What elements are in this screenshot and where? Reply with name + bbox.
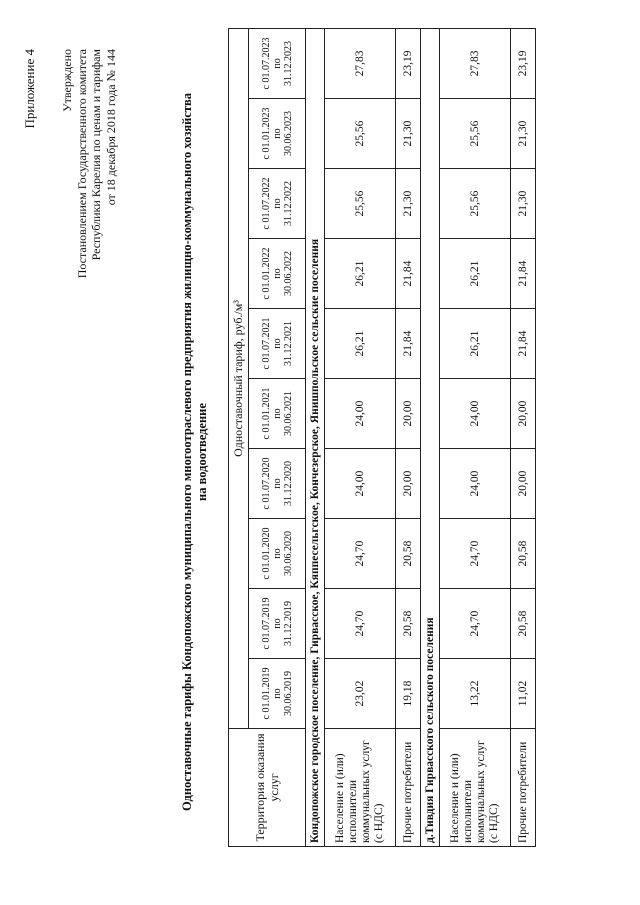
table-row xyxy=(325,28,396,846)
period-to-word: по xyxy=(271,408,283,419)
period-header xyxy=(249,589,306,659)
tariff-value: 25,56 xyxy=(325,99,396,169)
section-row xyxy=(421,28,440,846)
period-header xyxy=(249,169,306,239)
period-header xyxy=(249,379,306,449)
tariff-value: 21,30 xyxy=(396,99,421,169)
appendix-number: Приложение 4 xyxy=(22,49,37,129)
tariff-group-header: Одноставочный тариф, руб./м³ xyxy=(229,28,249,728)
tariff-value: 20,00 xyxy=(511,449,536,519)
tariff-value: 20,58 xyxy=(511,589,536,659)
period-from: с 01.01.2021 xyxy=(260,387,272,440)
period-to-word: по xyxy=(271,58,283,69)
period-to-word: по xyxy=(271,128,283,139)
tariff-value: 26,21 xyxy=(440,309,511,379)
section-title: д.Тивдия Гирвасского сельского поселения xyxy=(421,28,440,846)
period-header xyxy=(249,449,306,519)
period-from: с 01.07.2022 xyxy=(260,177,272,230)
tariff-value: 24,70 xyxy=(325,519,396,589)
period-to-word: по xyxy=(271,618,283,629)
period-header xyxy=(249,99,306,169)
period-to-word: по xyxy=(271,548,283,559)
tariff-value: 24,70 xyxy=(440,519,511,589)
tariff-value: 26,21 xyxy=(325,309,396,379)
tariff-value: 24,00 xyxy=(325,379,396,449)
row-label: Прочие потребители xyxy=(511,729,536,847)
tariff-value: 11,02 xyxy=(511,659,536,729)
period-header xyxy=(249,28,306,98)
tariff-value: 19,18 xyxy=(396,659,421,729)
tariff-value: 23,02 xyxy=(325,659,396,729)
period-to: 30.06.2020 xyxy=(282,531,294,576)
period-to: 31.12.2021 xyxy=(282,321,294,366)
tariff-value: 20,58 xyxy=(396,589,421,659)
section-row xyxy=(306,28,325,846)
section-title: Кондопожское городское поселение, Гирвасское, Кяппесельгское, Кончезерское, Янишпольское сельские поселения xyxy=(306,28,325,846)
period-to: 31.12.2023 xyxy=(282,40,294,86)
tariff-value: 21,30 xyxy=(396,169,421,239)
row-label: Население и (или) исполнители коммунальных услуг (с НДС) xyxy=(325,729,396,847)
approval-line: от 18 декабря 2018 года № 144 xyxy=(103,49,118,206)
tariff-value: 24,00 xyxy=(440,449,511,519)
approval-line: Утверждено xyxy=(60,49,74,112)
period-to: 31.12.2019 xyxy=(282,601,294,646)
tariff-value: 20,58 xyxy=(396,519,421,589)
tariff-value: 20,00 xyxy=(396,379,421,449)
period-to-word: по xyxy=(271,688,283,699)
title-line: на водоотведение xyxy=(195,403,209,501)
table-row xyxy=(396,28,421,846)
period-to-word: по xyxy=(271,338,283,349)
period-from: с 01.01.2023 xyxy=(260,107,272,160)
tariff-value: 13,22 xyxy=(440,659,511,729)
document-title xyxy=(180,67,210,837)
period-header xyxy=(249,519,306,589)
tariff-value: 21,84 xyxy=(511,309,536,379)
tariff-value: 21,30 xyxy=(511,99,536,169)
tariff-value: 26,21 xyxy=(440,239,511,309)
title-line: Одноставочные тарифы Кондопожского муниципального многоотраслевого предприятия жилищно-коммунального хозяйства xyxy=(180,92,194,812)
tariff-value: 21,84 xyxy=(511,239,536,309)
tariff-value: 27,83 xyxy=(440,28,511,98)
tariff-value: 20,58 xyxy=(511,519,536,589)
period-to: 31.12.2022 xyxy=(282,181,294,226)
tariff-value: 25,56 xyxy=(325,169,396,239)
period-to-word: по xyxy=(271,478,283,489)
approval-line: Республики Карелия по ценам и тарифам xyxy=(89,49,103,261)
tariff-value: 21,30 xyxy=(511,169,536,239)
period-to: 30.06.2021 xyxy=(282,391,294,436)
tariff-value: 20,00 xyxy=(511,379,536,449)
territory-header: Территория оказания услуг xyxy=(229,729,306,847)
period-from: с 01.07.2019 xyxy=(260,597,272,650)
period-to: 30.06.2022 xyxy=(282,251,294,296)
table-row xyxy=(440,28,511,846)
tariff-value: 27,83 xyxy=(325,28,396,98)
approval-line: Постановлением Государственного комитета xyxy=(74,49,89,279)
period-from: с 01.01.2019 xyxy=(260,667,272,720)
approval-block xyxy=(60,49,118,349)
tariff-value: 24,70 xyxy=(440,589,511,659)
period-to-word: по xyxy=(271,268,283,279)
period-from: с 01.07.2021 xyxy=(260,317,272,370)
tariff-value: 24,70 xyxy=(325,589,396,659)
period-to: 30.06.2019 xyxy=(282,671,294,716)
tariff-value: 24,00 xyxy=(440,379,511,449)
tariff-value: 21,84 xyxy=(396,239,421,309)
period-from: с 01.01.2022 xyxy=(260,247,272,300)
table-row xyxy=(511,28,536,846)
tariff-value: 26,21 xyxy=(325,239,396,309)
tariff-value: 20,00 xyxy=(396,449,421,519)
tariff-value: 24,00 xyxy=(325,449,396,519)
period-to: 31.12.2020 xyxy=(282,461,294,506)
rotated-document-page xyxy=(0,7,640,897)
period-from: с 01.07.2023 xyxy=(260,37,272,90)
tariff-value: 21,84 xyxy=(396,309,421,379)
period-from: с 01.01.2020 xyxy=(260,527,272,580)
period-to: 30.06.2023 xyxy=(282,111,294,156)
tariff-value: 23,19 xyxy=(396,28,421,98)
tariff-value: 25,56 xyxy=(440,169,511,239)
row-label: Население и (или) исполнители коммунальных услуг (с НДС) xyxy=(440,729,511,847)
tariff-value: 25,56 xyxy=(440,99,511,169)
tariff-value: 23,19 xyxy=(511,28,536,98)
period-from: с 01.07.2020 xyxy=(260,457,272,510)
row-label: Прочие потребители xyxy=(396,729,421,847)
period-header xyxy=(249,659,306,729)
period-header xyxy=(249,239,306,309)
tariff-table xyxy=(228,28,536,847)
period-to-word: по xyxy=(271,198,283,209)
period-header xyxy=(249,309,306,379)
